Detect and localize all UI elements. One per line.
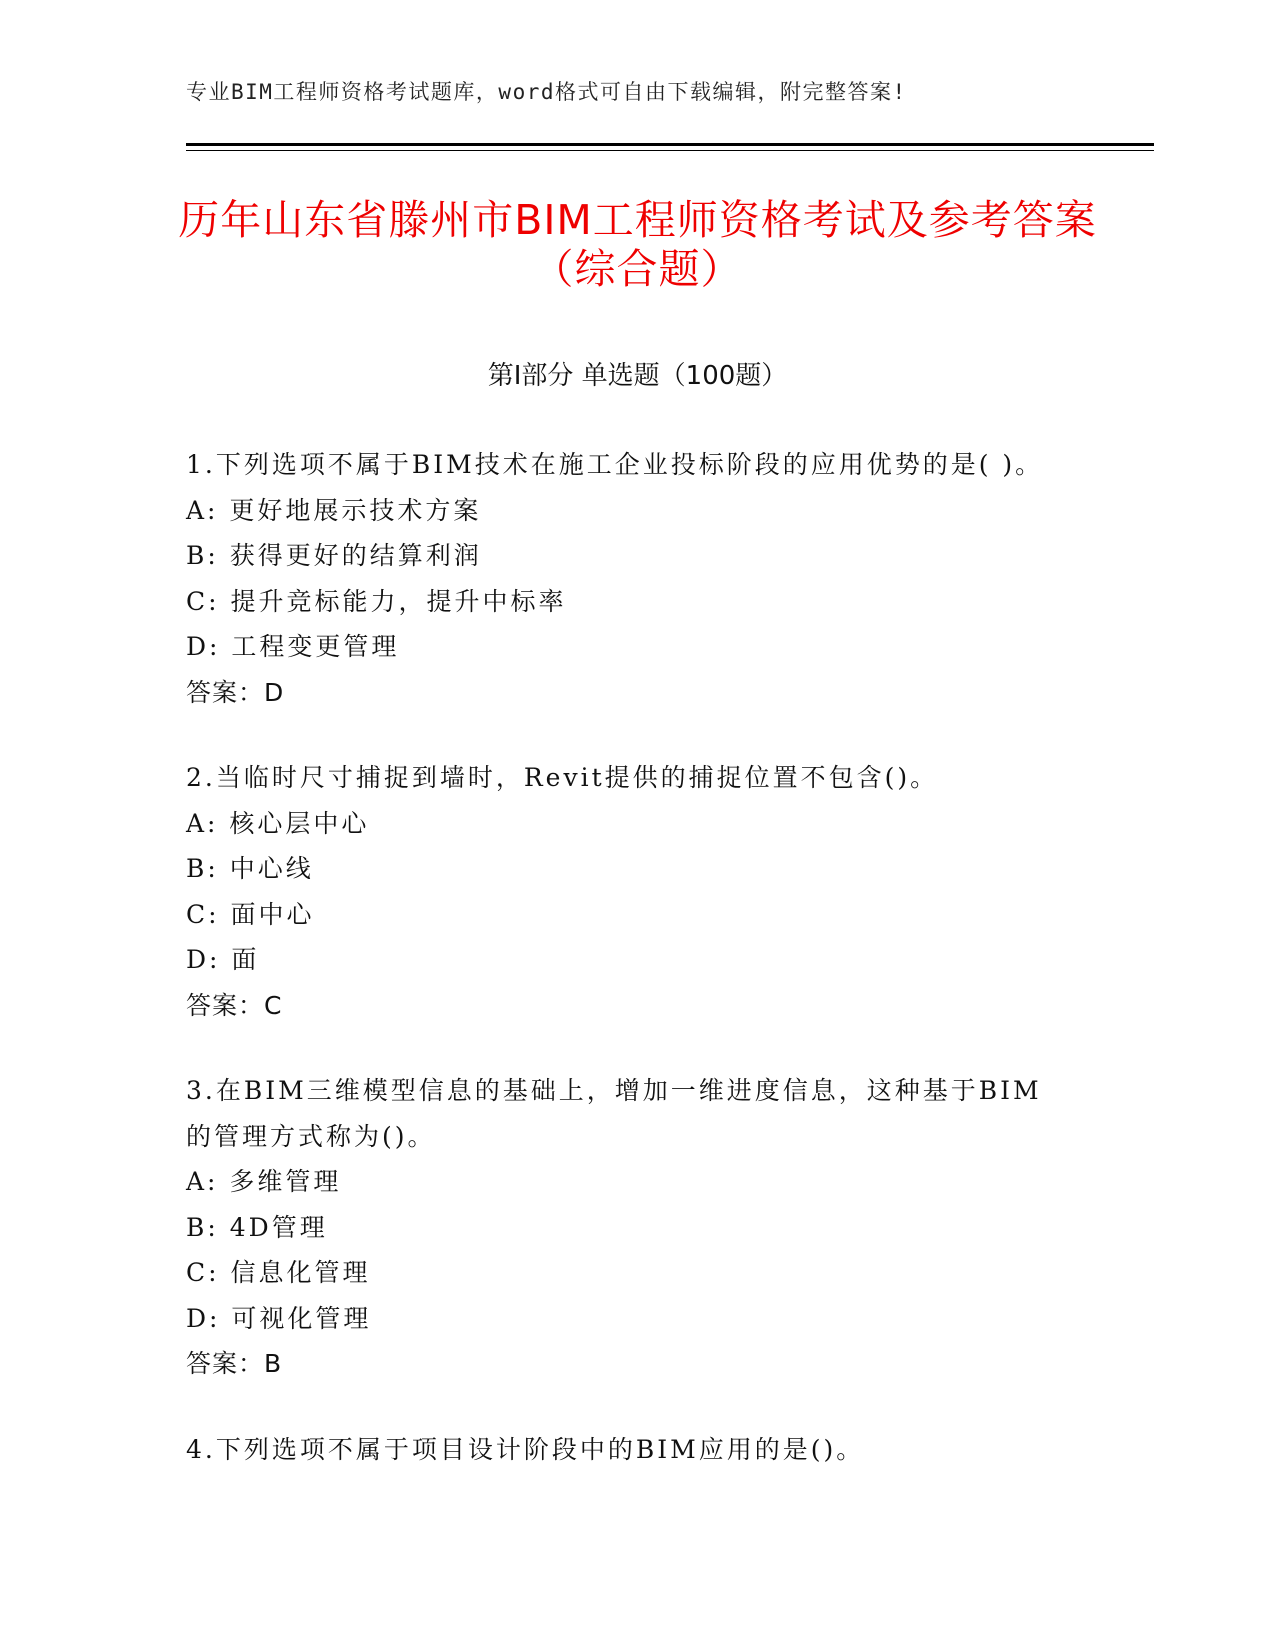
section-heading: 第Ⅰ部分 单选题（100题） [487,361,788,391]
question-stem: 4.下列选项不属于项目设计阶段中的BIM应用的是()。 [186,1434,865,1464]
header-rule [186,143,1154,151]
option-a: A: 多维管理 [186,1167,342,1196]
option-c: C: 提升竞标能力，提升中标率 [186,586,567,616]
question-list [186,442,1066,1512]
option-a: A: 更好地展示技术方案 [186,495,482,525]
option-d: D: 可视化管理 [186,1303,372,1333]
question-item [186,1068,1066,1387]
option-a: A: 核心层中心 [186,808,370,838]
option-b: B: 4D管理 [186,1212,328,1242]
question-stem: 2.当临时尺寸捕捉到墙时，Revit提供的捕捉位置不包含()。 [186,763,939,792]
answer-line: 答案：B [186,1349,283,1378]
option-d: D: 面 [186,945,260,974]
document-title: 历年山东省滕州市BIM工程师资格考试及参考答案（综合题） [178,196,1097,293]
option-c: C: 面中心 [186,899,315,929]
option-d: D: 工程变更管理 [186,632,400,661]
option-c: C: 信息化管理 [186,1258,371,1287]
option-b: B: 获得更好的结算利润 [186,541,482,570]
header-note: 专业BIM工程师资格考试题库，word格式可自由下载编辑，附完整答案! [186,80,907,104]
question-item [186,755,1066,1028]
answer-line: 答案：D [186,677,285,707]
question-stem: 1.下列选项不属于BIM技术在施工企业投标阶段的应用优势的是( )。 [186,450,1044,479]
question-item [186,1427,1066,1473]
option-b: B: 中心线 [186,854,314,883]
question-item [186,442,1066,715]
answer-line: 答案：C [186,990,283,1020]
question-stem: 3.在BIM三维模型信息的基础上，增加一维进度信息，这种基于BIM的管理方式称为()。 [186,1076,1042,1151]
